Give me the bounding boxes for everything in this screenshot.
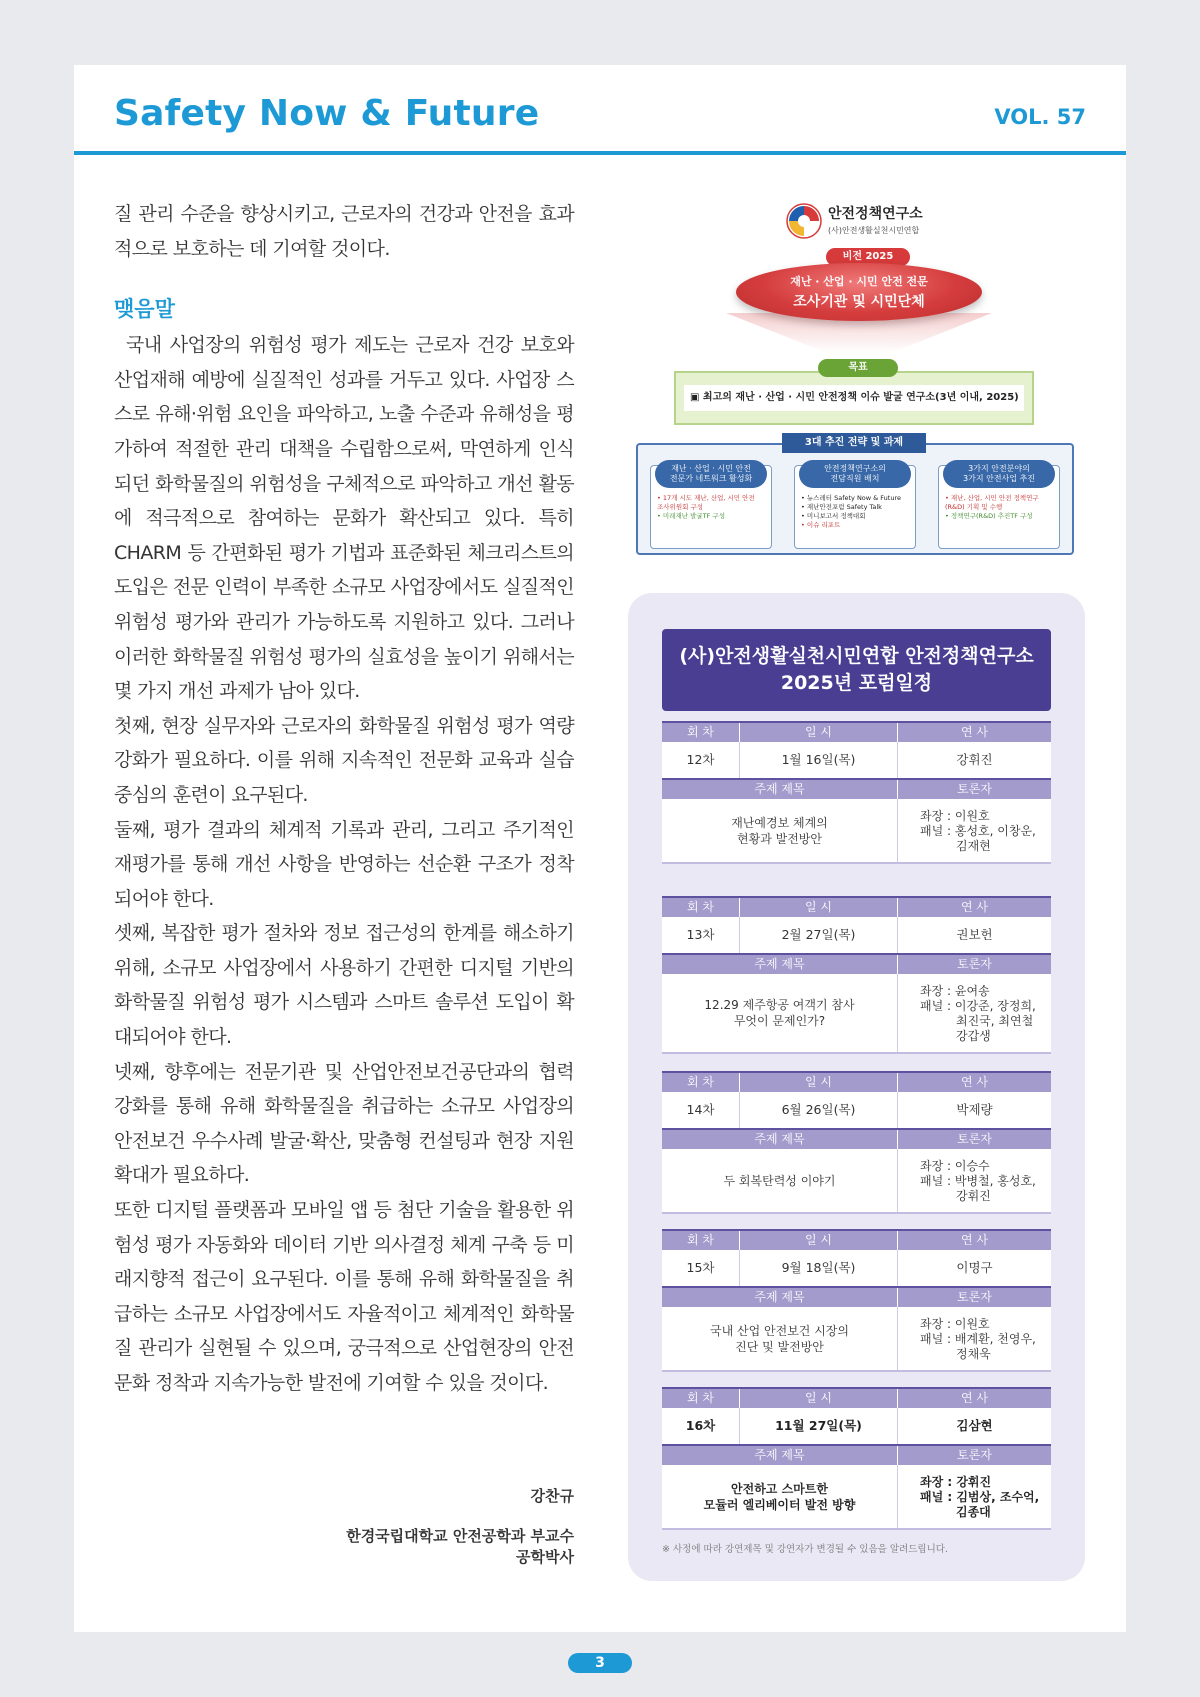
page-sheet <box>74 65 1126 1632</box>
strategy-column-2-head <box>799 460 911 488</box>
strategy-column-1-items <box>657 494 769 521</box>
session-date: 9월 18일(목) <box>740 1250 898 1286</box>
session-topic-line-1: 안전하고 스마트한 <box>731 1481 828 1496</box>
session-topic-line-2: 현황과 발전방안 <box>737 831 822 846</box>
article-paragraph-intro: 질 관리 수준을 향상시키고, 근로자의 건강과 안전을 효과적으로 보호하는 데 기여할 것이다. <box>114 203 574 260</box>
session-panelists: 패널 : 김범상, 조수억, <box>920 1490 1040 1504</box>
col-header-topic: 주제 제목 <box>662 1288 898 1307</box>
session-topic <box>662 1307 898 1370</box>
forum-note: ※ 사정에 따라 강연제목 및 강연자가 변경될 수 있음을 알려드립니다. <box>662 1544 948 1555</box>
session-topic-header-row <box>662 1128 1051 1149</box>
author-affiliation: 한경국립대학교 안전공학과 부교수 <box>346 1527 574 1545</box>
col-header-speaker: 연 사 <box>961 725 988 739</box>
session-topic-line-1: 두 회복탄력성 이야기 <box>723 1173 836 1188</box>
strategy-column-3-head <box>943 460 1055 488</box>
goal-text: ▣ 최고의 재난 · 산업 · 시민 안전정책 이슈 발굴 연구소(3년 이내, 2025) <box>684 385 1024 411</box>
col-header-topic: 주제 제목 <box>662 1130 898 1149</box>
strategy-item: • 17개 시도 재난, 산업, 시민 안전 <box>657 494 755 502</box>
session-speaker: 강휘진 <box>956 752 993 767</box>
session-panelists: 패널 : 배계환, 천영우, <box>920 1332 1036 1346</box>
vision-line-2: 조사기관 및 시민단체 <box>793 294 925 310</box>
col-header-topic: 주제 제목 <box>662 780 898 799</box>
session-round: 12차 <box>662 742 740 778</box>
session-topic-row <box>662 1149 1051 1214</box>
session-chair: 좌장 : 이원호 <box>920 809 990 823</box>
vision-oval <box>736 263 982 321</box>
strategy-label: 3대 추진 전략 및 과제 <box>782 433 926 453</box>
org-logo <box>786 201 986 245</box>
strategy-column-1-head <box>655 460 767 488</box>
session-chair: 좌장 : 이원호 <box>920 1317 990 1331</box>
session-topic-row <box>662 799 1051 864</box>
goal-box <box>674 371 1034 425</box>
forum-schedule-panel <box>628 593 1085 1581</box>
session-topic <box>662 1465 898 1528</box>
session-date: 11월 27일(목) <box>740 1408 898 1444</box>
session-panelists-cont: 정채욱 <box>956 1347 991 1361</box>
session-topic-header-row <box>662 1286 1051 1307</box>
session-speaker: 이명구 <box>956 1260 993 1275</box>
strategy-column-2 <box>794 465 916 549</box>
vision-glow <box>726 313 992 353</box>
col-header-panel: 토론자 <box>957 957 992 971</box>
forum-session <box>662 721 1051 864</box>
session-speaker: 김삼현 <box>956 1418 993 1433</box>
session-panel <box>898 1465 1051 1528</box>
section-title: 맺음말 <box>114 297 175 322</box>
session-panelists-cont: 강휘진 <box>956 1189 991 1203</box>
session-chair: 좌장 : 이승수 <box>920 1159 990 1173</box>
session-data-row <box>662 742 1051 778</box>
session-round: 13차 <box>662 917 740 953</box>
session-topic-header-row <box>662 778 1051 799</box>
article-paragraph-2: 첫째, 현장 실무자와 근로자의 화학물질 위험성 평가 역량 강화가 필요하다. 이를 위해 지속적인 전문화 교육과 실습 중심의 훈련이 요구된다. <box>114 714 574 806</box>
session-topic-line-2: 진단 및 발전방안 <box>735 1339 824 1354</box>
session-panelists-cont: 김종대 <box>956 1505 991 1519</box>
strategy-item: • 미래재난 발굴TF 구성 <box>657 512 725 520</box>
article-body <box>114 197 574 1401</box>
strategy-column-2-head-line-1: 안전정책연구소의 <box>824 464 886 473</box>
strategy-item: • 재난, 산업, 시민 안전 정책연구 <box>945 494 1039 502</box>
session-panelists: 패널 : 박병철, 홍성호, <box>920 1174 1036 1188</box>
session-date: 6월 26일(목) <box>740 1092 898 1128</box>
col-header-round: 회 차 <box>662 1231 740 1250</box>
strategy-column-3 <box>938 465 1060 549</box>
session-chair: 좌장 : 강휘진 <box>920 1475 992 1489</box>
author-name: 강찬규 <box>530 1487 574 1505</box>
col-header-round: 회 차 <box>662 1073 740 1092</box>
session-topic-row <box>662 1465 1051 1530</box>
strategy-column-3-items <box>945 494 1057 521</box>
strategy-column-2-items <box>801 494 913 530</box>
page-number: 3 <box>568 1653 632 1673</box>
session-topic-line-2: 무엇이 문제인가? <box>733 1014 826 1028</box>
session-header-row <box>662 1071 1051 1092</box>
session-data-row <box>662 1250 1051 1286</box>
session-topic <box>662 799 898 862</box>
session-round: 16차 <box>662 1408 740 1444</box>
forum-session <box>662 1387 1051 1530</box>
article-paragraph-3: 둘째, 평가 결과의 체계적 기록과 관리, 그리고 주기적인 재평가를 통해 개선 사항을 반영하는 선순환 구조가 정착되어야 한다. <box>114 818 574 910</box>
volume-number: VOL. 57 <box>994 105 1086 129</box>
col-header-speaker: 연 사 <box>961 1391 988 1405</box>
strategy-item: 조사위원회 구성 <box>657 503 704 511</box>
session-topic-row <box>662 974 1051 1054</box>
col-header-speaker: 연 사 <box>961 900 988 914</box>
session-topic <box>662 1149 898 1212</box>
strategy-item: (R&D) 기획 및 수행 <box>945 503 1003 511</box>
col-header-speaker: 연 사 <box>961 1075 988 1089</box>
col-header-round: 회 차 <box>662 723 740 742</box>
article-paragraph-1: 국내 사업장의 위험성 평가 제도는 근로자 건강 보호와 산업재해 예방에 실질적인 성과를 거두고 있다. 사업장 스스로 유해·위험 요인을 파악하고, 노출 수준과 유해성을 평가하여 적절한 관리 대책을 수립함으로써, 막연하게 인식되던 화학물질의 위험성을 구체적으로 파악하고 개선 활동에 적극적으로 참여하는 문화가 확산되고 있다. 특히 CHARM 등 간편화된 평가 기법과 표준화된 체크리스트의 도입은 전문 인력이 부족한 소규모 사업장에서도 실질적인 위험성 평가와 관리가 가능하도록 지원하고 있다. 그러나 이러한 화학물질 위험성 평가의 실효성을 높이기 위해서는 몇 가지 개선 과제가 남아 있다. <box>114 334 574 703</box>
org-name: 안전정책연구소 <box>828 206 923 222</box>
col-header-panel: 토론자 <box>957 1448 992 1462</box>
session-panelists-cont: 최진국, 최연철 <box>956 1014 1034 1028</box>
strategy-item: • 미니보고서 정책대회 <box>801 512 866 520</box>
session-topic <box>662 974 898 1052</box>
session-panelists: 패널 : 홍성호, 이창운, <box>920 824 1036 838</box>
session-topic-line-2: 모듈러 엘리베이터 발전 방향 <box>703 1497 856 1512</box>
strategy-item: • 정책연구(R&D) 추진TF 구성 <box>945 512 1033 520</box>
session-round: 15차 <box>662 1250 740 1286</box>
session-round: 14차 <box>662 1092 740 1128</box>
newsletter-brand: Safety Now & Future <box>114 93 540 134</box>
col-header-speaker: 연 사 <box>961 1233 988 1247</box>
session-header-row <box>662 896 1051 917</box>
page-header <box>74 65 1126 155</box>
org-logo-icon <box>786 203 822 239</box>
session-topic-line-1: 재난예경보 체계의 <box>731 815 828 830</box>
forum-session <box>662 1229 1051 1372</box>
session-panel <box>898 1307 1051 1370</box>
author-degree: 공학박사 <box>516 1548 574 1566</box>
session-data-row <box>662 917 1051 953</box>
session-topic-line-1: 12.29 제주항공 여객기 참사 <box>704 998 855 1012</box>
col-header-panel: 토론자 <box>957 782 992 796</box>
article-paragraph-5: 넷째, 향후에는 전문기관 및 산업안전보건공단과의 협력 강화를 통해 유해 화학물질을 취급하는 소규모 사업장의 안전보건 우수사례 발굴·확산, 맞춤형 컨설팅과 현장 지원 확대가 필요하다. <box>114 1060 574 1187</box>
author-block <box>114 1485 574 1568</box>
goal-label: 목표 <box>818 359 898 377</box>
org-parent-name: (사)안전생활실천시민연합 <box>828 226 920 235</box>
session-header-row <box>662 1229 1051 1250</box>
session-panel <box>898 1149 1051 1212</box>
strategy-column-1-head-line-1: 재난 · 산업 · 시민 안전 <box>671 464 751 473</box>
forum-title-line-1: (사)안전생활실천시민연합 안전정책연구소 <box>679 645 1034 667</box>
session-panel <box>898 799 1051 862</box>
session-date: 1월 16일(목) <box>740 742 898 778</box>
session-header-row <box>662 1387 1051 1408</box>
session-chair: 좌장 : 윤여송 <box>920 984 990 998</box>
col-header-date: 일 시 <box>740 1389 898 1408</box>
col-header-topic: 주제 제목 <box>662 955 898 974</box>
session-panelists-cont: 김재현 <box>956 839 991 853</box>
vision-label: 비전 2025 <box>826 248 910 266</box>
strategy-item: • 이슈 리포트 <box>801 521 841 529</box>
session-topic-line-1: 국내 산업 안전보건 시장의 <box>710 1323 849 1338</box>
article-paragraph-6: 또한 디지털 플랫폼과 모바일 앱 등 첨단 기술을 활용한 위험성 평가 자동화와 데이터 기반 의사결정 체계 구축 등 미래지향적 접근이 요구된다. 이를 통해 유해 화학물질을 취급하는 소규모 사업장에서도 자율적이고 체계적인 화학물질 관리가 실현될 수 있으며, 궁극적으로 산업현장의 안전문화 정착과 지속가능한 발전에 기여할 수 있을 것이다. <box>114 1199 574 1394</box>
session-data-row <box>662 1408 1051 1444</box>
strategy-column-1 <box>650 465 772 549</box>
vision-line-1: 재난 · 산업 · 시민 안전 전문 <box>790 275 928 288</box>
strategy-column-3-head-line-2: 3가지 안전사업 추진 <box>963 474 1035 483</box>
col-header-topic: 주제 제목 <box>662 1446 898 1465</box>
session-topic-header-row <box>662 953 1051 974</box>
forum-session <box>662 1071 1051 1214</box>
session-speaker: 박제량 <box>956 1102 993 1117</box>
session-topic-header-row <box>662 1444 1051 1465</box>
col-header-date: 일 시 <box>740 1231 898 1250</box>
strategy-column-2-head-line-2: 전담직원 배치 <box>830 474 880 483</box>
org-vision-diagram <box>636 193 1076 623</box>
session-topic-row <box>662 1307 1051 1372</box>
col-header-date: 일 시 <box>740 1073 898 1092</box>
session-date: 2월 27일(목) <box>740 917 898 953</box>
strategy-column-3-head-line-1: 3가지 안전분야의 <box>968 464 1030 473</box>
col-header-date: 일 시 <box>740 898 898 917</box>
session-panel <box>898 974 1051 1052</box>
col-header-panel: 토론자 <box>957 1132 992 1146</box>
forum-session <box>662 896 1051 1054</box>
session-data-row <box>662 1092 1051 1128</box>
col-header-date: 일 시 <box>740 723 898 742</box>
col-header-round: 회 차 <box>662 1389 740 1408</box>
strategy-column-1-head-line-2: 전문가 네트워크 활성화 <box>669 474 753 483</box>
article-paragraph-4: 셋째, 복잡한 평가 절차와 정보 접근성의 한계를 해소하기 위해, 소규모 사업장에서 사용하기 간편한 디지털 기반의 화학물질 위험성 평가 시스템과 스마트 솔루션 도입이 확대되어야 한다. <box>114 922 574 1049</box>
session-header-row <box>662 721 1051 742</box>
session-panelists: 패널 : 이강준, 장정희, <box>920 999 1036 1013</box>
session-speaker: 권보헌 <box>956 927 993 942</box>
strategy-item: • 뉴스레터 Safety Now & Future <box>801 494 901 502</box>
col-header-panel: 토론자 <box>957 1290 992 1304</box>
strategy-item: • 재난안전포럼 Safety Talk <box>801 503 882 511</box>
forum-title <box>662 629 1051 711</box>
session-panelists-cont-2: 강갑생 <box>956 1029 991 1043</box>
col-header-round: 회 차 <box>662 898 740 917</box>
forum-title-line-2: 2025년 포럼일정 <box>780 672 933 694</box>
